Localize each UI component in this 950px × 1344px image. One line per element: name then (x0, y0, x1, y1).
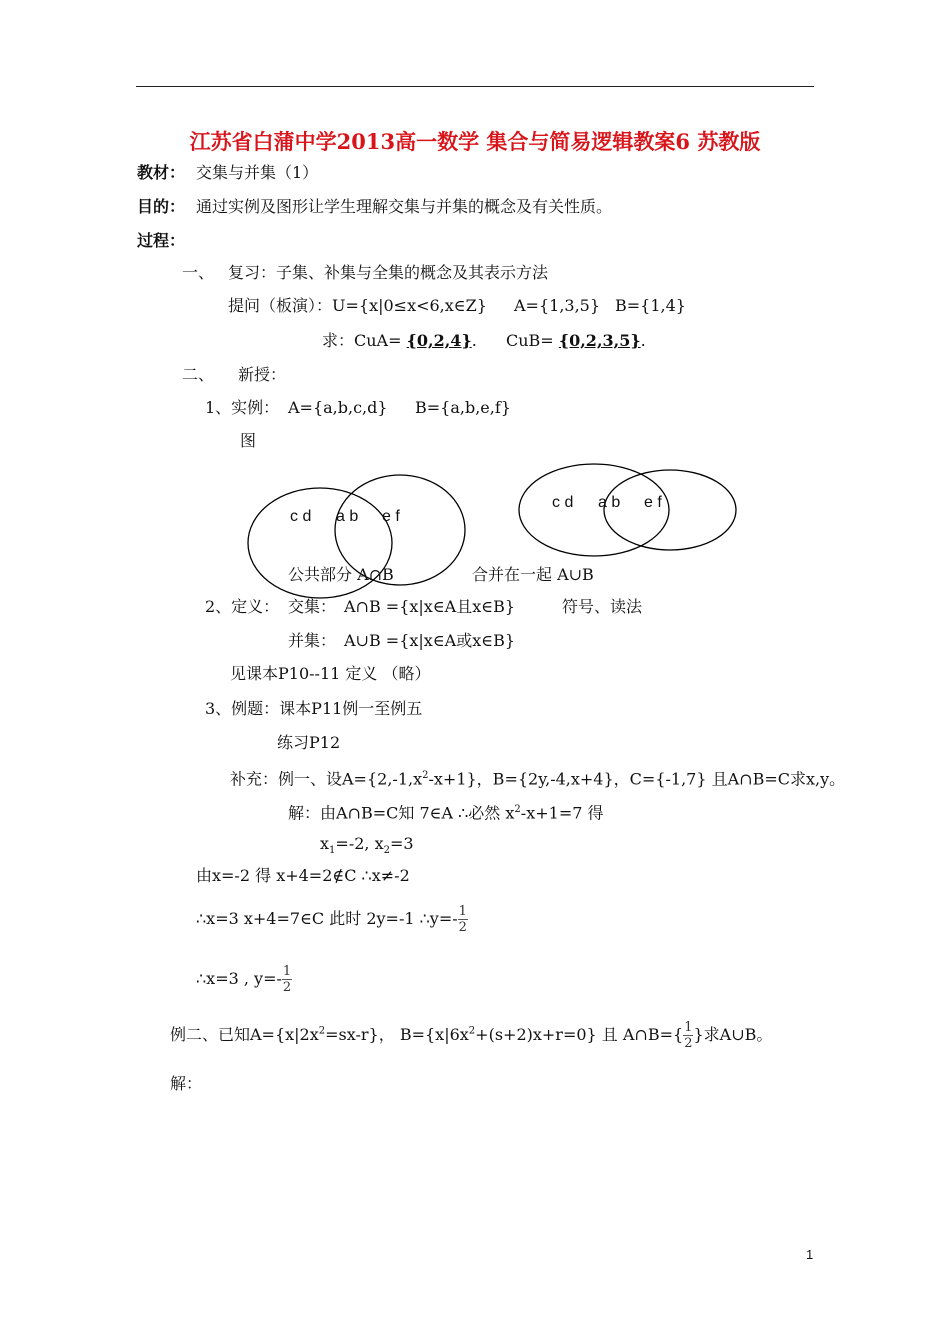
solve-label: 解： (170, 1074, 203, 1093)
superscript: 2 (468, 1025, 476, 1037)
ask-prefix: 求：CuA= (322, 331, 402, 350)
venn-right-label-cd: c d (552, 494, 574, 511)
superscript: 2 (422, 770, 429, 781)
example-two (170, 1020, 772, 1051)
solution-text: 解：由A∩B=C知 7∈A ∴必然 x (288, 803, 515, 823)
superscript: 2 (514, 804, 521, 815)
example-label: 1、实例： (205, 398, 280, 417)
roots-text: =3 (389, 834, 414, 853)
period: . (640, 331, 646, 350)
roots-text: x (320, 834, 330, 853)
set-a: A={1,3,5} (514, 296, 601, 315)
venn-right-caption: 合并在一起 A∪B (472, 565, 594, 584)
process-label: 过程： (137, 231, 186, 250)
supplement-text: 补充：例一、设A={2,-1,x (230, 769, 423, 789)
material-label: 教材： (137, 163, 186, 182)
complement-a-answer: {0,2,4} (406, 331, 472, 350)
subscript: 1 (329, 845, 336, 857)
intersection-label: 交集： (288, 597, 337, 616)
fraction-numerator: 1 (458, 904, 467, 919)
solution-line (288, 800, 604, 823)
symbol-note: 符号、读法 (562, 597, 643, 616)
roots-text: =-2, x (335, 834, 384, 853)
fraction-denominator: 2 (282, 980, 292, 995)
period: . (471, 331, 477, 350)
result-line (196, 964, 292, 995)
page-number: 1 (806, 1247, 814, 1262)
fraction-numerator: 1 (684, 1020, 693, 1035)
example-set-a: A={a,b,c,d} (288, 398, 388, 417)
case-text: ∴x=3 x+4=7∈C 此时 2y=-1 ∴y=- (196, 909, 458, 928)
purpose-label: 目的： (137, 197, 186, 216)
venn-left-label-ef: e f (382, 508, 400, 525)
example-two-text: =sx-r}， B={x|6x (325, 1025, 469, 1044)
practice-label: 练习P12 (277, 733, 341, 752)
superscript: 2 (318, 1025, 326, 1037)
examples-label: 3、例题：课本P11例一至例五 (205, 699, 423, 718)
venn-left-label-cd: c d (290, 508, 312, 525)
new-lesson-number: 二、 (182, 365, 215, 384)
supplement-text: -x+1}，B={2y,-4,x+4}，C={-1,7} 且A∩B=C求x,y。 (428, 769, 846, 789)
material-value: 交集与并集（1） (196, 163, 319, 182)
venn-right-label-ef: e f (644, 494, 662, 511)
fraction-numerator: 1 (282, 964, 292, 979)
fraction-denominator: 2 (458, 920, 467, 935)
intersection-definition: A∩B ={x|x∈A且x∈B} (344, 597, 516, 616)
textbook-reference: 见课本P10--11 定义 （略） (230, 664, 431, 683)
fraction-one-half (282, 964, 292, 995)
cub-prefix: CuB= (506, 331, 554, 350)
review-heading: 复习：子集、补集与全集的概念及其表示方法 (228, 263, 549, 282)
purpose-value: 通过实例及图形让学生理解交集与并集的概念及有关性质。 (196, 197, 613, 216)
definition-label: 2、定义： (205, 597, 280, 616)
venn-left-caption: 公共部分 A∩B (288, 565, 394, 584)
union-label: 并集： (288, 631, 337, 650)
supplement-example (230, 766, 845, 789)
document-title: 江苏省白蒲中学2013高一数学 集合与简易逻辑教案6 苏教版 (189, 129, 761, 154)
new-lesson-heading: 新授： (238, 365, 287, 384)
subscript: 2 (383, 845, 390, 857)
case-x-negative: 由x=-2 得 x+4=2∉C ∴x≠-2 (196, 866, 410, 885)
roots-line (320, 834, 414, 861)
venn-right-label-ab: a b (598, 494, 621, 511)
result-text: ∴x=3 , y=- (196, 969, 282, 988)
union-definition: A∪B ={x|x∈A或x∈B} (344, 631, 516, 650)
fraction-denominator: 2 (684, 1036, 693, 1051)
fraction-one-half (458, 904, 468, 935)
review-question: 提问（板演）：U={x|0≤x<6,x∈Z} (228, 296, 487, 315)
set-b: B={1,4} (615, 296, 686, 315)
venn-left-label-ab: a b (336, 508, 359, 525)
case-x-three (196, 904, 468, 935)
solution-text: -x+1=7 得 (520, 803, 604, 823)
fraction-one-half (683, 1020, 693, 1051)
example-set-b: B={a,b,e,f} (415, 398, 511, 417)
figure-label: 图 (240, 431, 257, 450)
venn-right-circle-b (604, 470, 736, 550)
example-two-text: 例二、已知A={x|2x (170, 1025, 319, 1044)
example-two-text: +(s+2)x+r=0} 且 A∩B={ (475, 1025, 684, 1044)
complement-b-answer: {0,2,3,5} (558, 331, 641, 350)
example-two-text: }求A∪B。 (693, 1025, 773, 1044)
review-number: 一、 (182, 263, 215, 282)
